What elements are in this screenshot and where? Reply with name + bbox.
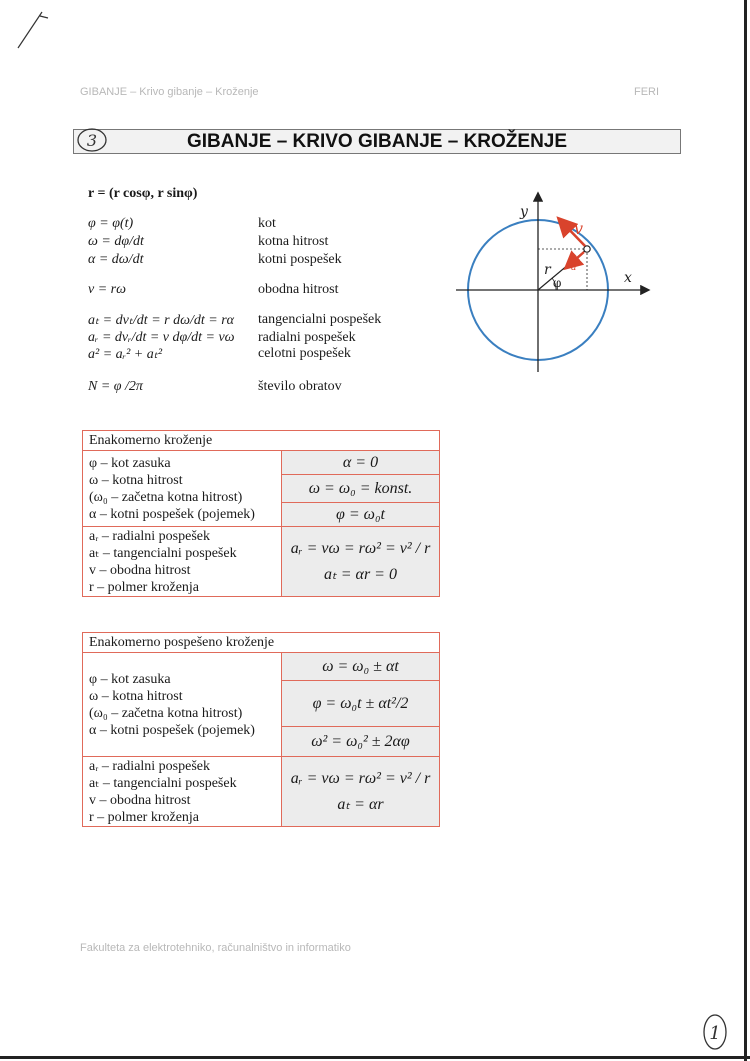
variable-label: ω – kotna hitrost	[89, 688, 183, 704]
diagram-label-y: y	[520, 204, 528, 220]
definition-formula: a² = aᵣ² + aₜ²	[88, 347, 163, 362]
running-header-left: GIBANJE – Krivo gibanje – Kroženje	[80, 86, 259, 98]
handwritten-circled-number	[75, 127, 109, 153]
equation-cell: ω = ω₀ = konst.	[282, 475, 440, 503]
page-footer: Fakulteta za elektrotehniko, računalništvo in informatiko	[80, 942, 351, 954]
definition-desc: kot	[258, 216, 276, 231]
running-header-right: FERI	[634, 86, 660, 98]
definition-formula: N = φ /2π	[88, 379, 143, 394]
definition-desc: število obratov	[258, 379, 342, 394]
variable-label: α – kotni pospešek (pojemek)	[89, 506, 255, 522]
definition-formula: r = (r cosφ, r sinφ)	[88, 186, 198, 201]
variable-label: aₜ – tangencialni pospešek	[89, 775, 237, 791]
table-heading: Enakomerno kroženje	[83, 431, 440, 451]
variable-label: v – obodna hitrost	[89, 792, 191, 808]
diagram-label-v: v	[574, 219, 584, 238]
equation-cell: φ = ω₀t	[282, 503, 440, 527]
definition-formula: φ = φ(t)	[88, 216, 134, 231]
variable-label: α – kotni pospešek (pojemek)	[89, 722, 255, 738]
variable-label: (ω₀ – začetna kotna hitrost)	[89, 489, 243, 505]
uniform-motion-table	[82, 430, 440, 597]
scan-border-right	[744, 0, 747, 1061]
definition-formula: aₜ = dvₜ/dt = r dω/dt = rα	[88, 313, 235, 328]
variable-label: v – obodna hitrost	[89, 562, 191, 578]
equation-cell: α = 0	[282, 451, 440, 475]
definition-desc: tangencialni pospešek	[258, 312, 382, 327]
variable-label: φ – kot zasuka	[89, 455, 171, 471]
equation-cell	[282, 757, 440, 827]
equation-line: aₜ = αr	[337, 795, 384, 813]
variable-label: r – polmer kroženja	[89, 809, 200, 825]
title-box	[73, 129, 681, 154]
diagram-label-x: x	[624, 270, 632, 286]
variable-list	[83, 653, 282, 757]
svg-text:3: 3	[86, 131, 98, 150]
variable-list	[83, 451, 282, 527]
variable-label: φ – kot zasuka	[89, 671, 171, 687]
diagram-label-a: a	[571, 263, 577, 273]
svg-text:1: 1	[709, 1023, 721, 1044]
accelerated-motion-table	[82, 632, 440, 827]
variable-list	[83, 757, 282, 827]
definition-formula: aᵣ = dvᵣ/dt = v dφ/dt = vω	[88, 330, 235, 345]
equation-cell: ω² = ω₀² ± 2αφ	[282, 727, 440, 757]
handwritten-page-number	[700, 1012, 730, 1052]
equation-cell	[282, 527, 440, 597]
moving-point	[584, 246, 590, 252]
circular-motion-diagram	[452, 188, 660, 378]
pen-stroke-mark	[12, 8, 52, 50]
definition-formula: ω = dφ/dt	[88, 234, 144, 249]
scan-border-bottom	[0, 1056, 750, 1059]
definition-formula: α = dω/dt	[88, 252, 144, 267]
equation-line: aᵣ = vω = rω² = v² / r	[290, 539, 431, 557]
equation-line: aᵣ = vω = rω² = v² / r	[290, 769, 431, 787]
diagram-label-phi: φ	[553, 276, 562, 290]
equation-cell: φ = ω₀t ± αt²/2	[282, 681, 440, 727]
equation-line: aₜ = αr = 0	[324, 565, 397, 583]
variable-label: r – polmer kroženja	[89, 579, 200, 595]
equation-cell: ω = ω₀ ± αt	[282, 653, 440, 681]
variable-list	[83, 527, 282, 597]
definition-desc: obodna hitrost	[258, 282, 339, 297]
definition-formula: v = rω	[88, 282, 126, 297]
definition-desc: kotni pospešek	[258, 252, 342, 267]
definition-desc: radialni pospešek	[258, 330, 356, 345]
table-heading: Enakomerno pospešeno kroženje	[83, 633, 440, 653]
variable-label: (ω₀ – začetna kotna hitrost)	[89, 705, 243, 721]
diagram-label-r: r	[544, 262, 551, 278]
page-title: GIBANJE – KRIVO GIBANJE – KROŽENJE	[186, 131, 568, 152]
variable-label: aₜ – tangencialni pospešek	[89, 545, 237, 561]
definition-desc: celotni pospešek	[258, 346, 351, 361]
variable-label: ω – kotna hitrost	[89, 472, 183, 488]
variable-label: aᵣ – radialni pospešek	[89, 758, 211, 774]
variable-label: aᵣ – radialni pospešek	[89, 528, 211, 544]
definition-desc: kotna hitrost	[258, 234, 329, 249]
